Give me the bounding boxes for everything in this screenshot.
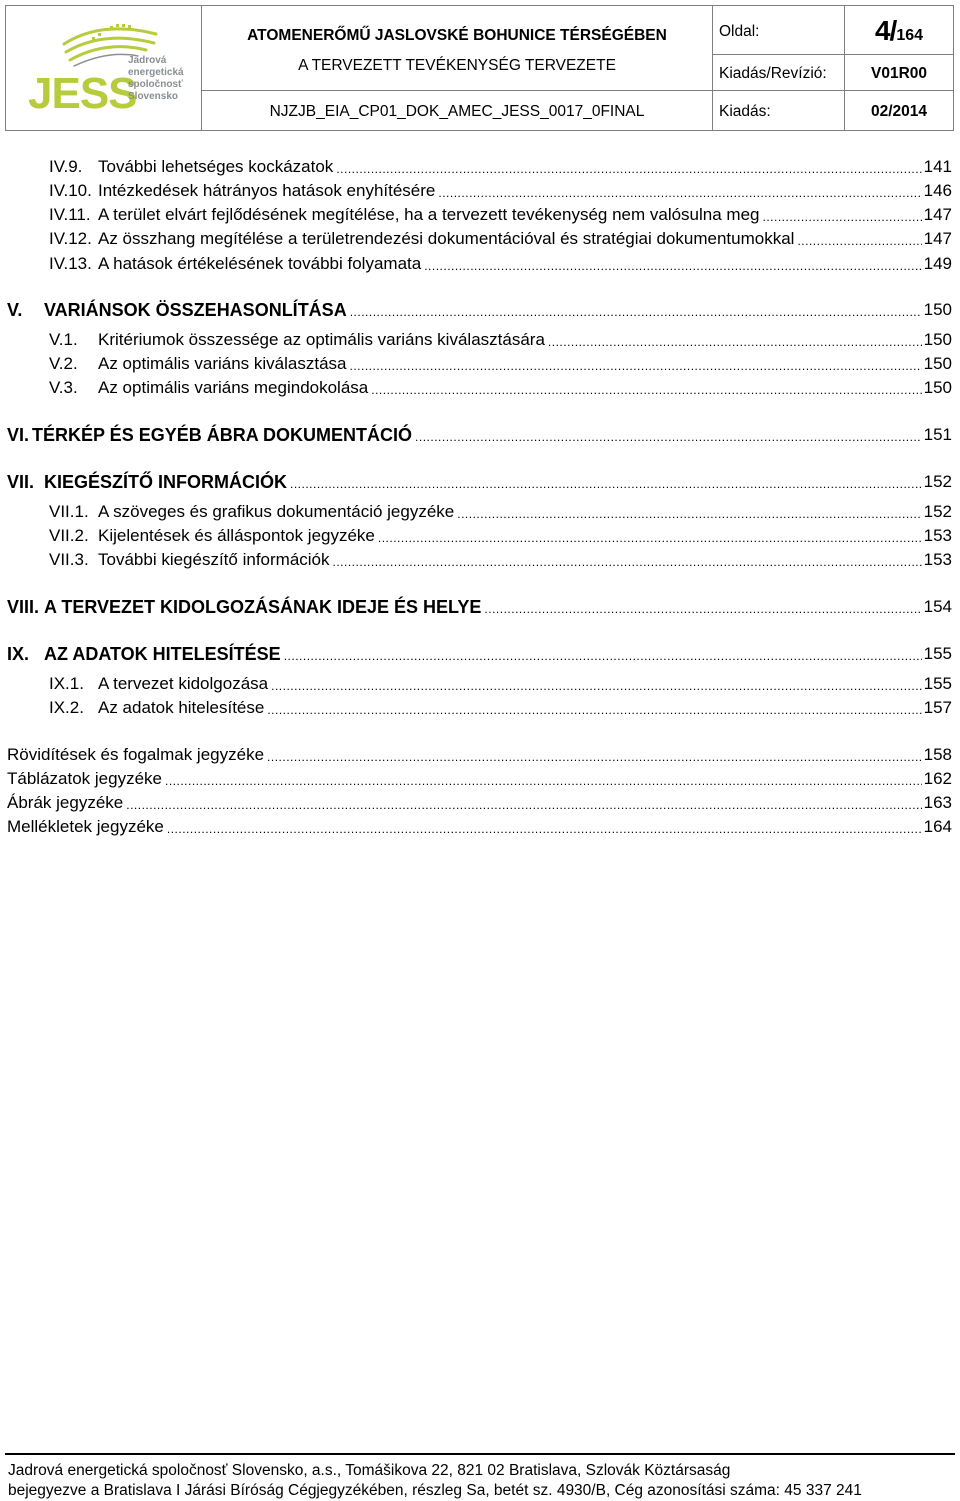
toc-entry[interactable]: IV.13. A hatások értékelésének további folyamata ..... 149 bbox=[49, 254, 952, 274]
toc-entry[interactable]: V.1. Kritériumok összessége az optimális variáns kiválasztására ..... 150 bbox=[49, 330, 952, 350]
footer-rule bbox=[5, 1453, 955, 1455]
toc-entry[interactable]: IV.9. További lehetséges kockázatok ..... 141 bbox=[49, 157, 952, 177]
page-number: 4/164 bbox=[874, 15, 924, 46]
footer-company-address: Jadrová energetická spoločnosť Slovensko, a.s., Tomášikova 22, 821 02 Bratislava, Szlovák Köztársaság bbox=[8, 1462, 731, 1479]
toc-entry[interactable]: IX.2. Az adatok hitelesítése ..... 157 bbox=[49, 698, 952, 718]
toc-chapter[interactable]: IX. AZ ADATOK HITELESÍTÉSE ..... 155 bbox=[7, 644, 952, 664]
toc-chapter[interactable]: VI. TÉRKÉP ÉS EGYÉB ÁBRA DOKUMENTÁCIÓ ..... 151 bbox=[7, 425, 952, 445]
issue-value: 02/2014 bbox=[870, 103, 928, 120]
logo-brand-text: JESS bbox=[28, 69, 137, 118]
footer-registration: bejegyezve a Bratislava I Járási Bíróság Cégjegyzékében, részleg Sa, betét sz. 4930/B, Cég azonosítási száma: 45 337 241 bbox=[8, 1482, 862, 1499]
company-logo bbox=[6, 6, 202, 130]
logo-subtitle: Jadrová energetická spoločnosť Slovensko bbox=[128, 55, 184, 102]
toc-entry[interactable]: V.2. Az optimális variáns kiválasztása ..... 150 bbox=[49, 354, 952, 374]
toc-entry[interactable]: Ábrák jegyzéke ..... 163 bbox=[7, 793, 952, 813]
revision-value: V01R00 bbox=[870, 65, 927, 82]
toc-entry[interactable]: Rövidítések és fogalmak jegyzéke ..... 158 bbox=[7, 745, 952, 765]
toc-entry[interactable]: VII.1. A szöveges és grafikus dokumentáció jegyzéke ..... 152 bbox=[49, 502, 952, 522]
toc-entry[interactable]: VII.2. Kijelentések és álláspontok jegyzéke ..... 153 bbox=[49, 526, 952, 546]
toc-entry[interactable]: Mellékletek jegyzéke ..... 164 bbox=[7, 817, 952, 837]
page-label: Oldal: bbox=[719, 23, 760, 40]
project-title: ATOMENERŐMŰ JASLOVSKÉ BOHUNICE TÉRSÉGÉBEN bbox=[247, 27, 667, 44]
toc-entry[interactable]: IV.10. Intézkedések hátrányos hatások enyhítésére ..... 146 bbox=[49, 181, 952, 201]
issue-label: Kiadás: bbox=[719, 103, 771, 120]
toc-entry[interactable]: Táblázatok jegyzéke ..... 162 bbox=[7, 769, 952, 789]
toc-chapter[interactable]: VIII. A TERVEZET KIDOLGOZÁSÁNAK IDEJE ÉS HELYE ..... 154 bbox=[7, 597, 952, 617]
document-header bbox=[5, 5, 954, 131]
toc-entry[interactable]: IV.12. Az összhang megítélése a területrendezési dokumentációval és stratégiai dokumentumokkal ..... 147 bbox=[49, 229, 952, 249]
toc-entry[interactable]: IV.11. A terület elvárt fejlődésének megítélése, ha a tervezett tevékenység nem valósulna meg ..... 147 bbox=[49, 205, 952, 225]
toc-entry[interactable]: VII.3. További kiegészítő információk ..... 153 bbox=[49, 550, 952, 570]
document-code: NJZJB_EIA_CP01_DOK_AMEC_JESS_0017_0FINAL bbox=[269, 103, 645, 120]
project-subtitle: A TERVEZETT TEVÉKENYSÉG TERVEZETE bbox=[298, 57, 616, 74]
toc-entry[interactable]: IX.1. A tervezet kidolgozása ..... 155 bbox=[49, 674, 952, 694]
toc-entry[interactable]: V.3. Az optimális variáns megindokolása ..... 150 bbox=[49, 378, 952, 398]
revision-label: Kiadás/Revízió: bbox=[719, 65, 827, 82]
toc-chapter[interactable]: V. VARIÁNSOK ÖSSZEHASONLÍTÁSA ..... 150 bbox=[7, 300, 952, 320]
toc-chapter[interactable]: VII. KIEGÉSZÍTŐ INFORMÁCIÓK ..... 152 bbox=[7, 472, 952, 492]
